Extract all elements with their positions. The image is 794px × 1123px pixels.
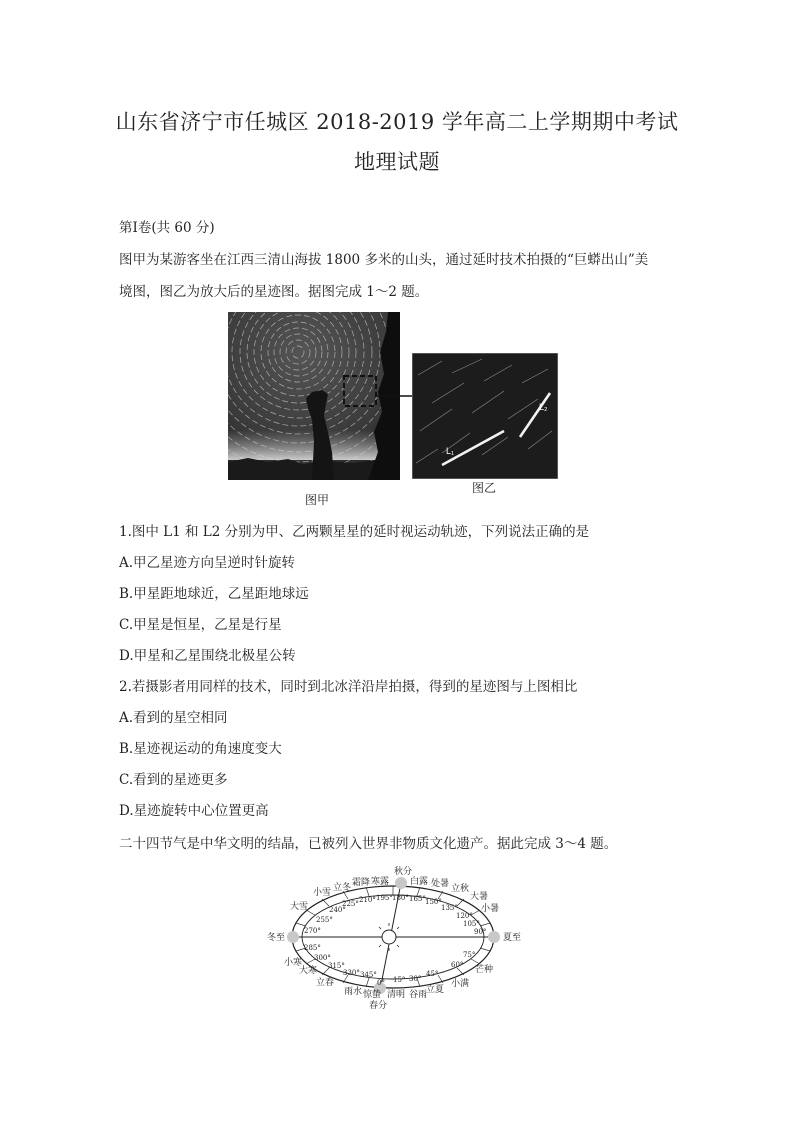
document-title: 山东省济宁市任城区 2018-2019 学年高二上学期期中考试 [115, 110, 679, 134]
term-daxue: 大雪 [290, 902, 309, 912]
term-chunfen: 春分 [369, 1001, 388, 1011]
term-guyu: 谷雨 [409, 990, 428, 1000]
q1-option-a: A.甲乙星迹方向呈逆时针旋转 [119, 555, 296, 571]
label-l1: L₁ [446, 446, 455, 456]
term-hanlu: 寒露 [371, 877, 390, 887]
label-l2: L₂ [539, 402, 548, 412]
intro1-line2: 境图，图乙为放大后的星迹图。据图完成 1～2 题。 [119, 284, 429, 300]
term-jingzhe: 惊蛰 [363, 990, 382, 1000]
term-dahan: 大寒 [299, 966, 318, 976]
degree-45: 45° [426, 970, 439, 978]
q1-option-c: C.甲星是恒星，乙星是行星 [119, 617, 282, 633]
q1-stem: 1.图中 L1 和 L2 分别为甲、乙两颗星星的延时视运动轨迹，下列说法正确的是 [119, 524, 590, 540]
degree-315: 315° [328, 962, 345, 970]
term-xiaohan: 小寒 [284, 958, 303, 968]
q2-option-c: C.看到的星迹更多 [119, 772, 228, 788]
degree-180: 180° [392, 894, 409, 902]
term-lixia: 立夏 [426, 985, 445, 995]
caption-yi: 图乙 [472, 481, 497, 495]
term-dashu: 大暑 [470, 892, 489, 902]
earth-summer-solstice [488, 931, 500, 943]
degree-300: 300° [314, 954, 331, 962]
degree-270: 270° [304, 927, 321, 935]
term-dongzhi: 冬至 [267, 933, 286, 943]
degree-15: 15° [393, 976, 406, 984]
degree-60: 60° [451, 961, 464, 969]
intro2: 二十四节气是中华文明的结晶，已被列入世界非物质文化遗产。据此完成 3～4 题。 [119, 836, 618, 852]
degree-225: 225° [342, 900, 359, 908]
zoom-connector-line [376, 390, 416, 402]
degree-165: 165° [409, 895, 426, 903]
solar-terms-orbit-diagram [265, 860, 535, 1016]
degree-135: 135° [441, 904, 458, 912]
term-shuangjiang: 霜降 [352, 878, 371, 888]
degree-120: 120° [456, 912, 473, 920]
caption-jia: 图甲 [305, 493, 330, 507]
term-lidong: 立冬 [333, 883, 352, 893]
term-xiazhi: 夏至 [503, 933, 522, 943]
q2-option-a: A.看到的星空相同 [119, 710, 228, 726]
earth-winter-solstice [287, 931, 299, 943]
degree-0: 0° [377, 979, 385, 987]
degree-285: 285° [304, 944, 321, 952]
term-bailu: 白露 [410, 877, 429, 887]
term-xiaoxue: 小雪 [313, 888, 332, 898]
degree-345: 345° [360, 971, 377, 979]
q2-option-d: D.星迹旋转中心位置更高 [119, 803, 269, 819]
term-qiufen: 秋分 [394, 867, 413, 877]
term-lichun: 立春 [316, 978, 335, 988]
q2-stem: 2.若摄影者用同样的技术，同时到北冰洋沿岸拍摄，得到的星迹图与上图相比 [119, 679, 578, 695]
term-mangzhong: 芒种 [475, 965, 494, 975]
section-heading: 第Ⅰ卷(共 60 分) [119, 220, 215, 236]
degree-255: 255° [316, 916, 333, 924]
degree-210: 210° [359, 896, 376, 904]
q2-option-b: B.星迹视运动的角速度变大 [119, 741, 282, 757]
degree-240: 240° [329, 906, 346, 914]
degree-75: 75° [463, 951, 476, 959]
degree-195: 195° [376, 894, 393, 902]
term-chushu: 处暑 [431, 879, 450, 889]
intro1-line1: 图甲为某游客坐在江西三清山海拔 1800 多米的山头，通过延时技术拍摄的“巨蟒出山”美 [119, 252, 649, 268]
degree-105: 105° [463, 920, 480, 928]
earth-autumn-equinox [395, 877, 407, 889]
term-qingming: 清明 [387, 990, 406, 1000]
term-xiaoshu: 小暑 [481, 904, 500, 914]
term-xiaoman: 小满 [451, 979, 470, 989]
term-yushui: 雨水 [344, 987, 363, 997]
document-subtitle: 地理试题 [354, 150, 440, 174]
q1-option-b: B.甲星距地球近，乙星距地球远 [119, 586, 309, 602]
q1-option-d: D.甲星和乙星围绕北极星公转 [119, 648, 296, 664]
degree-30: 30° [409, 975, 422, 983]
star-trail-photo [228, 312, 400, 480]
degree-330: 330° [343, 969, 360, 977]
degree-150: 150° [425, 898, 442, 906]
term-liqiu: 立秋 [451, 884, 470, 894]
zoomed-star-trails [412, 353, 558, 479]
degree-90: 90° [474, 928, 487, 936]
